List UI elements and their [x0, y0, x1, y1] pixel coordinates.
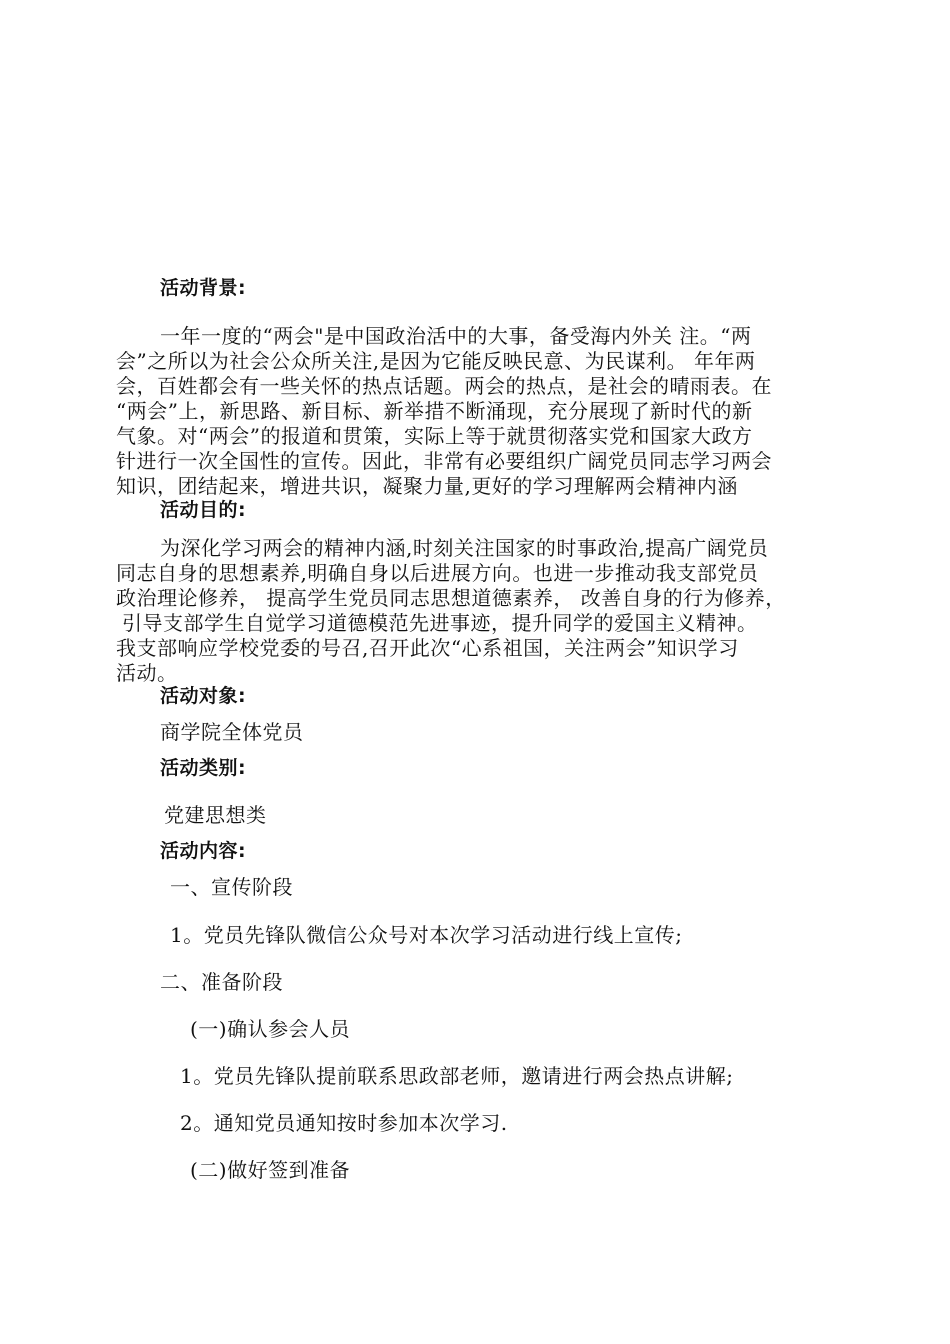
category-value: 党建思想类 [164, 803, 267, 827]
purpose-line: 引导支部学生自觉学习道德模范先进事迹，提升同学的爱国主义精神。 [122, 611, 758, 635]
purpose-line: 为深化学习两会的精神内涵,时刻关注国家的时事政治,提高广阔党员 [160, 536, 769, 560]
sub-section-title: (二)做好签到准备 [190, 1158, 351, 1182]
sub-section-title: (一)确认参会人员 [190, 1017, 351, 1041]
stage2-title: 二、准备阶段 [160, 970, 283, 994]
background-heading: 活动背景: [160, 277, 247, 299]
background-line: 针进行一次全国性的宣传。因此，非常有必要组织广阔党员同志学习两会 [116, 449, 772, 473]
background-line: “两会”上，新思路、新目标、新举措不断涌现，充分展现了新时代的新 [116, 399, 753, 423]
sub-section-item: 1。党员先锋队提前联系思政部老师，邀请进行两会热点讲解; [180, 1064, 734, 1088]
purpose-line: 政治理论修养， 提高学生党员同志思想道德素养， 改善自身的行为修养， [116, 586, 786, 610]
content-heading: 活动内容: [160, 840, 247, 862]
background-line: 知识，团结起来，增进共识，凝聚力量,更好的学习理解两会精神内涵 [116, 474, 738, 498]
background-line: 会”之所以为社会公众所关注,是因为它能反映民意、为民谋利。 年年两 [116, 349, 756, 373]
background-line: 一年一度的“两会"是中国政治活中的大事，备受海内外关 注。“两 [160, 324, 752, 348]
purpose-line: 活动。 [116, 661, 178, 685]
background-line: 气象。对“两会”的报道和贯策，实际上等于就贯彻落实党和国家大政方 [116, 424, 753, 448]
sub-section-item: 2。通知党员通知按时参加本次学习. [180, 1111, 508, 1135]
stage1-title: 一、宣传阶段 [170, 875, 293, 899]
purpose-line: 我支部响应学校党委的号召,召开此次“心系祖国，关注两会”知识学习 [116, 636, 739, 660]
purpose-heading: 活动目的: [160, 499, 247, 521]
target-value: 商学院全体党员 [160, 720, 304, 744]
stage1-item: 1。党员先锋队微信公众号对本次学习活动进行线上宣传; [170, 923, 683, 947]
purpose-line: 同志自身的思想素养,明确自身以后进展方向。也进一步推动我支部党员 [116, 561, 759, 585]
background-line: 会，百姓都会有一些关怀的热点话题。两会的热点，是社会的晴雨表。在 [116, 374, 772, 398]
target-heading: 活动对象: [160, 685, 247, 707]
category-heading: 活动类别: [160, 757, 247, 779]
